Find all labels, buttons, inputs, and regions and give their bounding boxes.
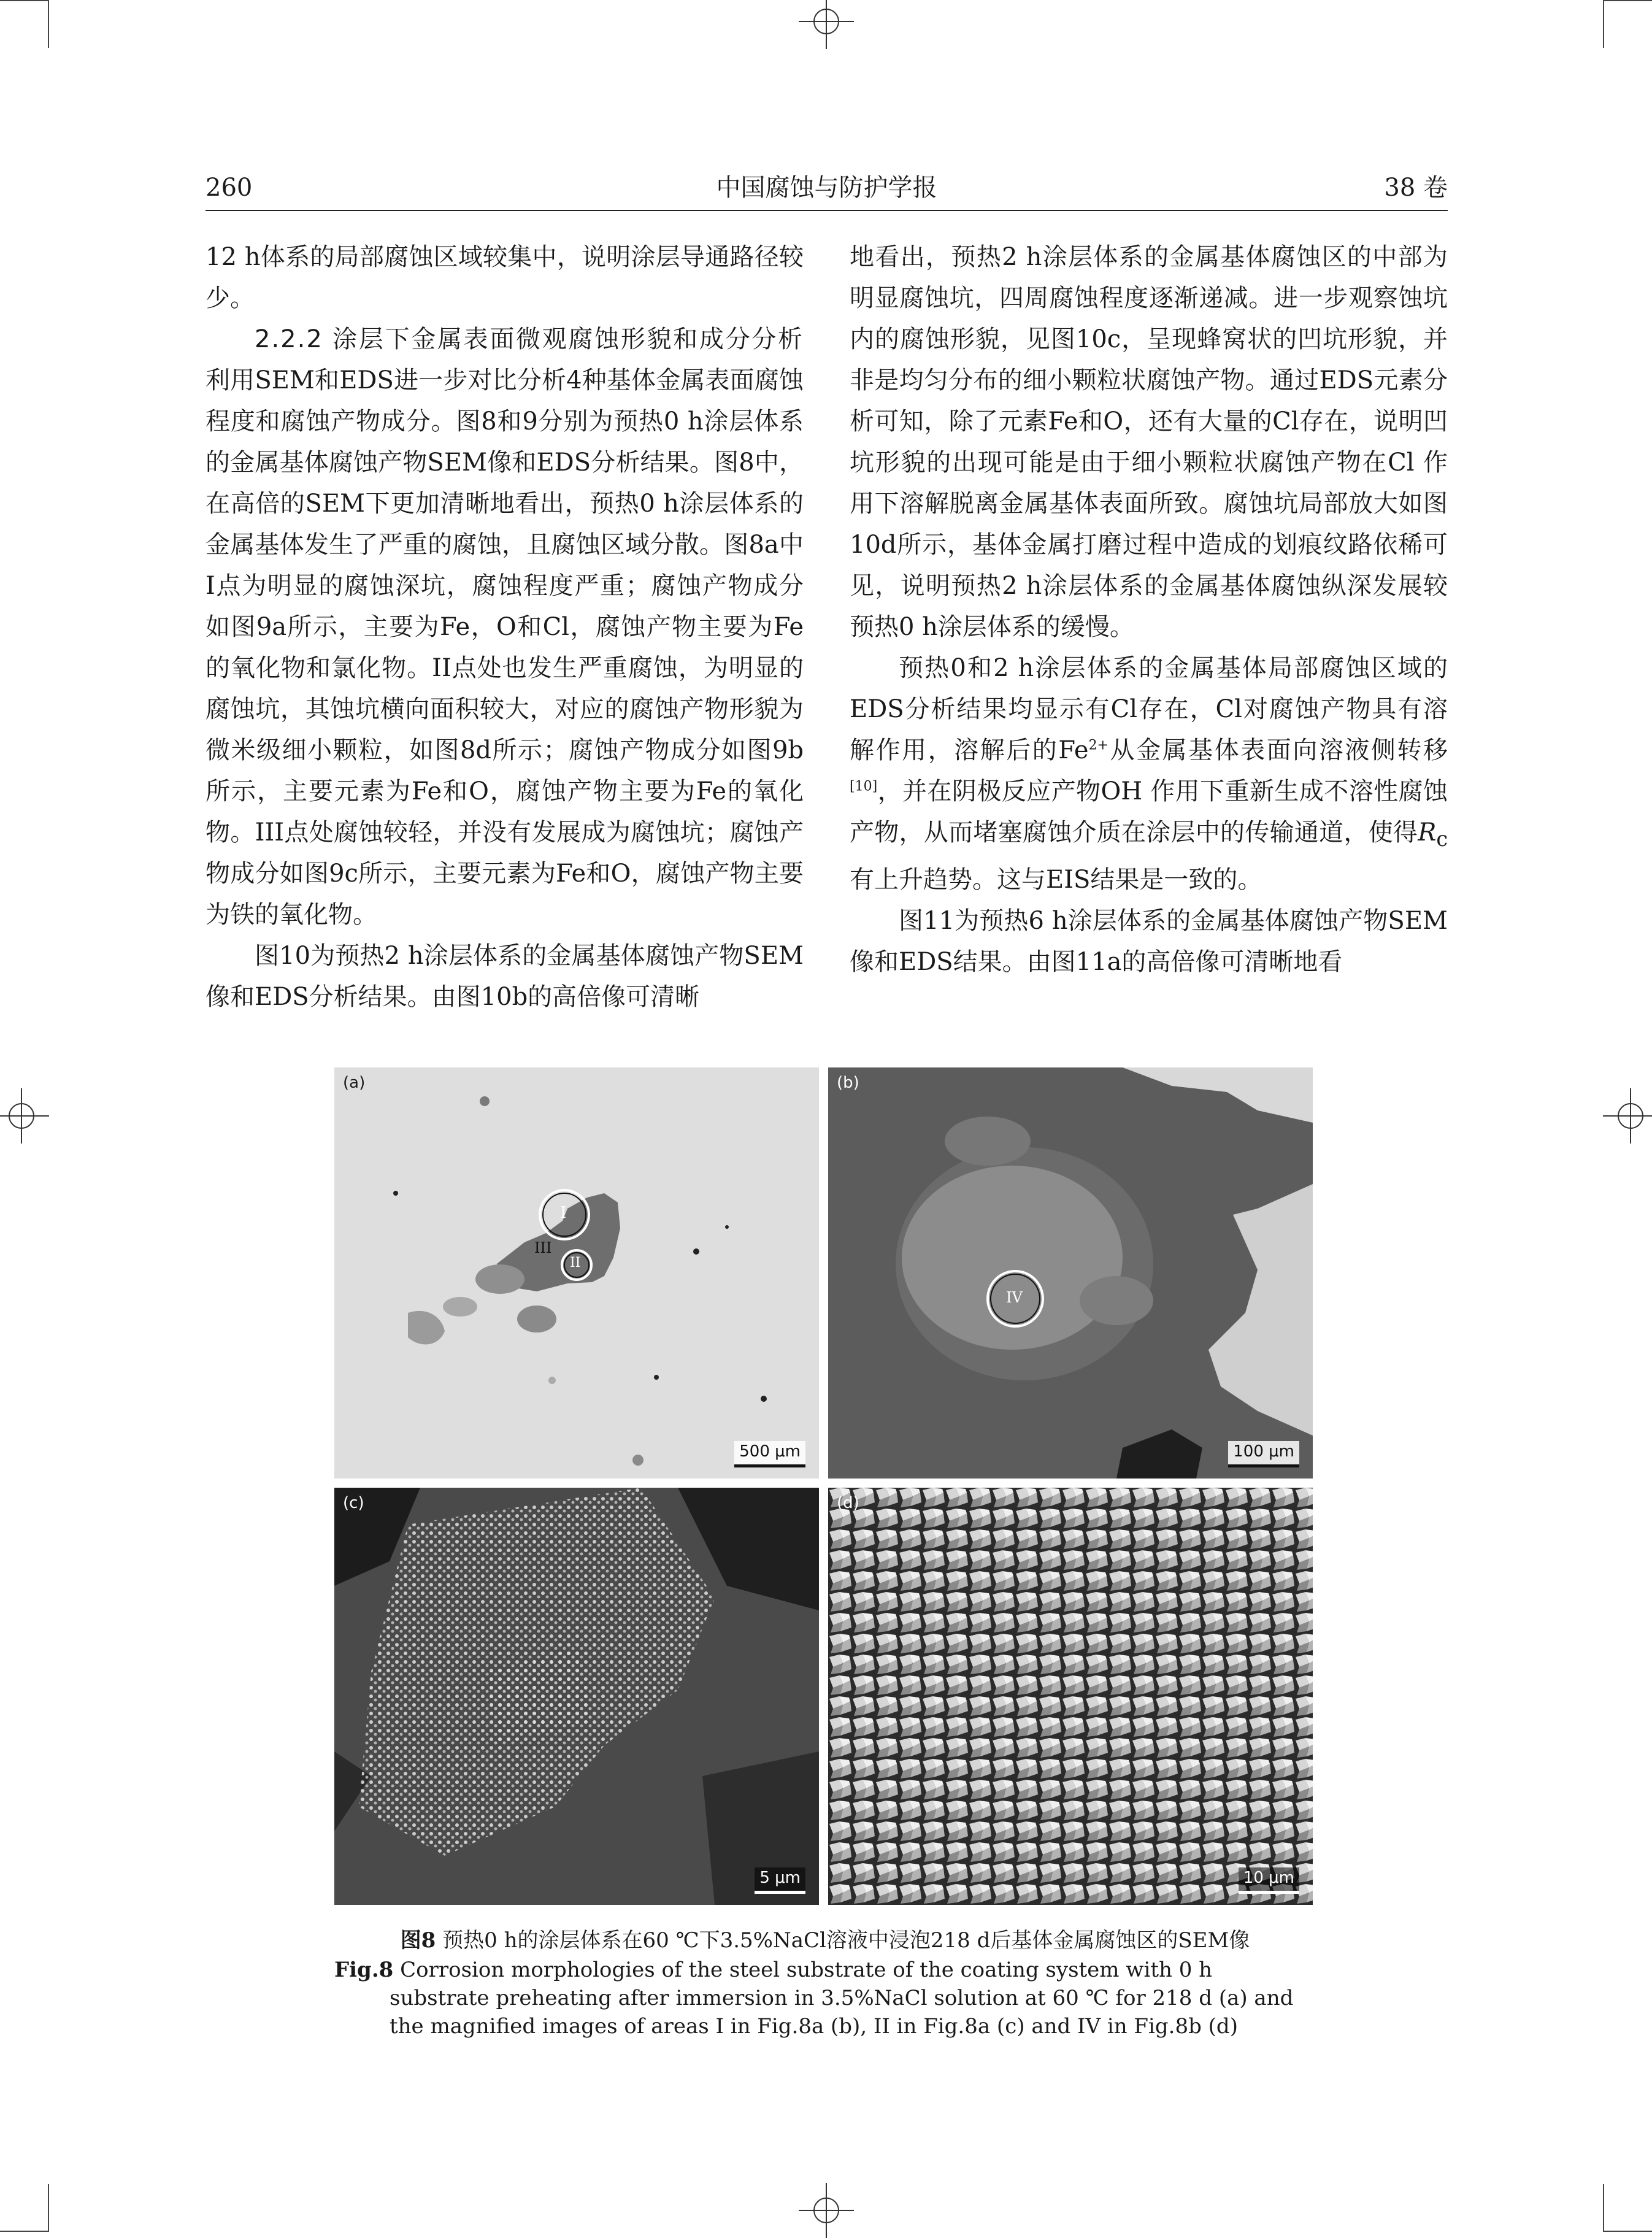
paragraph-text: 利用SEM和EDS进一步对比分析4种基体金属表面腐蚀程度和腐蚀产物成分。图8和9分别为预热0 h涂层体系的金属基体腐蚀产物SEM像和EDS分析结果。图8中，在高倍的SEM下更加清晰地看出，预热0 h涂层体系的金属基体发生了严重的腐蚀，且腐蚀区域分散。图8a中I点为明显的腐蚀深坑，腐蚀程度严重；腐蚀产物成分如图9a所示，主要为Fe，O和Cl，腐蚀产物主要为Fe的氧化物和氯化物。II点处也发生严重腐蚀，为明显的腐蚀坑，其蚀坑横向面积较大，对应的腐蚀产物形貌为微米级细小颗粒，如图8d所示；腐蚀产物成分如图9b所示，主要元素为Fe和O，腐蚀产物主要为Fe的氧化物。III点处腐蚀较轻，并没有发展成为腐蚀坑；腐蚀产物成分如图9c所示，主要元素为Fe和O，腐蚀产物主要为铁的氧化物。: [206, 366, 804, 929]
journal-title: 中国腐蚀与防护学报: [716, 174, 937, 202]
crop-mark: [0, 0, 48, 1]
sem-image-c: [334, 1488, 819, 1905]
panel-label: (a): [343, 1074, 366, 1092]
panel-label: (c): [343, 1494, 364, 1512]
subscript: c: [1436, 827, 1448, 851]
paragraph: 地看出，预热2 h涂层体系的金属基体腐蚀区的中部为明显腐蚀坑，四周腐蚀程度逐渐递减。进一步观察蚀坑内的腐蚀形貌，见图10c，呈现蜂窝状的凹坑形貌，并非是均匀分布的细小颗粒状腐蚀产物。通过EDS元素分析可知，除了元素Fe和O，还有大量的Cl存在，说明凹坑形貌的出现可能是由于细小颗粒状腐蚀产物在Cl 作用下溶解脱离金属基体表面所致。腐蚀坑局部放大如图10d所示，基体金属打磨过程中造成的划痕纹路依稀可见，说明预热2 h涂层体系的金属基体腐蚀纵深发展较预热0 h涂层体系的缓慢。: [850, 243, 1448, 641]
paragraph-text: ，并在阴极反应产物OH 作用下重新生成不溶性腐蚀产物，从而堵塞腐蚀介质在涂层中的传输通道，使得: [850, 777, 1448, 847]
left-column: [206, 237, 804, 1018]
scale-bar: 500 μm: [734, 1441, 805, 1467]
citation: [10]: [850, 779, 878, 794]
paragraph: [850, 648, 1448, 901]
paragraph: 图10为预热2 h涂层体系的金属基体腐蚀产物SEM像和EDS分析结果。由图10b的高倍像可清晰: [206, 942, 804, 1011]
figure-panel-c: [334, 1488, 819, 1905]
registration-mark-icon: [0, 1088, 49, 1144]
superscript: 2+: [1088, 737, 1108, 753]
paragraph: [206, 319, 804, 936]
paragraph: 12 h体系的局部腐蚀区域较集中，说明涂层导通路径较少。: [206, 243, 804, 312]
paragraph-text: 从金属基体表面向溶液侧转移: [1108, 736, 1448, 764]
sem-image-a: [334, 1067, 819, 1479]
registration-mark-icon: [1603, 1088, 1652, 1144]
page-number: 260: [206, 174, 253, 202]
paragraph-text: 预热0和2 h涂层体系的金属基体局部腐蚀区域的EDS分析结果均显示有Cl存在，Cl对腐蚀产物具有溶解作用，溶解后的Fe: [850, 654, 1448, 764]
crop-mark: [48, 2184, 49, 2232]
marker-II: II: [570, 1255, 581, 1271]
crop-mark: [1603, 2184, 1604, 2232]
sem-image-d: [828, 1488, 1313, 1905]
right-column: [850, 237, 1448, 983]
caption-label: 图8: [400, 1928, 436, 1953]
symbol: R: [1418, 818, 1437, 847]
figure-panel-a: [334, 1067, 819, 1479]
volume-number: 38 卷: [1384, 174, 1448, 202]
registration-mark-icon: [799, 2183, 854, 2238]
caption-text: 预热0 h的涂层体系在60 ℃下3.5%NaCl溶液中浸泡218 d后基体金属腐蚀区的SEM像: [436, 1928, 1250, 1953]
caption-text: Corrosion morphologies of the steel substrate of the coating system with 0 h substrate preheating after immersion in 3.5%NaCl solution at 60 ℃ for 218 d (a) and the magnified images of areas I in Fig.8a (b), II in Fig.8a (c) and IV in Fig.8b (d): [390, 1958, 1294, 2039]
sem-image-b: [828, 1067, 1313, 1479]
registration-mark-icon: [799, 0, 854, 49]
crop-mark: [1603, 0, 1604, 48]
paragraph: 图11为预热6 h涂层体系的金属基体腐蚀产物SEM像和EDS结果。由图11a的高倍像可清晰地看: [850, 907, 1448, 976]
figure-panel-b: [828, 1067, 1313, 1479]
marker-IV: IV: [1006, 1289, 1023, 1306]
figure-caption-en: [334, 1956, 1316, 2040]
crop-mark: [48, 0, 49, 48]
scale-bar: 10 μm: [1239, 1867, 1299, 1894]
crop-mark: [1604, 0, 1652, 1]
figure-caption-cn: [334, 1926, 1316, 1955]
marker-I: I: [560, 1204, 567, 1222]
section-heading: 2.2.2 涂层下金属表面微观腐蚀形貌和成分分析: [255, 325, 804, 353]
caption-label: Fig.8: [334, 1958, 394, 1982]
scale-bar: 100 μm: [1228, 1441, 1299, 1467]
panel-label: (b): [837, 1074, 859, 1092]
header-rule: [206, 210, 1448, 211]
scale-bar: 5 μm: [755, 1867, 805, 1894]
figure-panel-d: [828, 1488, 1313, 1905]
running-header: [206, 169, 1448, 206]
panel-label: (d): [837, 1494, 859, 1512]
marker-III: III: [534, 1239, 552, 1256]
paragraph-text: 有上升趋势。这与EIS结果是一致的。: [850, 866, 1262, 894]
